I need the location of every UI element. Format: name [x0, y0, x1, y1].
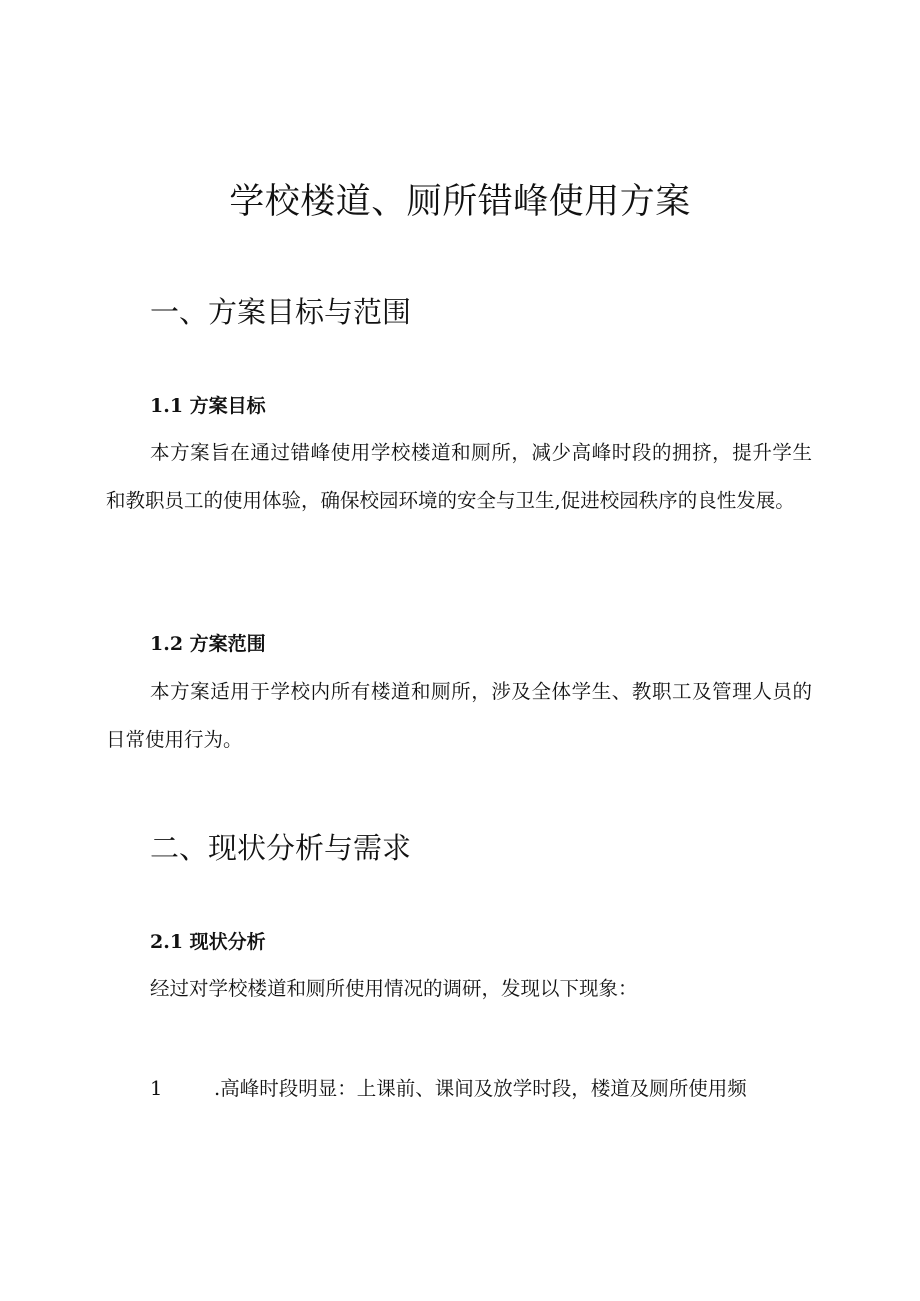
- section-heading-1: 一、方案目标与范围: [150, 295, 412, 329]
- subsection-heading-2-1: 2.1 现状分析: [150, 931, 266, 953]
- section-heading-2: 二、现状分析与需求: [150, 831, 412, 865]
- list-item-text: .高峰时段明显：上课前、课间及放学时段，楼道及厕所使用频: [214, 1077, 747, 1100]
- list-item-number: 1: [150, 1077, 163, 1100]
- paragraph-status: 经过对学校楼道和厕所使用情况的调研，发现以下现象：: [150, 977, 638, 1000]
- document-title: 学校楼道、厕所错峰使用方案: [229, 182, 691, 222]
- paragraph-goal: 本方案旨在通过错峰使用学校楼道和厕所，减少高峰时段的拥挤，提升学生和教职员工的使用体验，确保校园环境的安全与卫生,促进校园秩序的良性发展。: [106, 441, 812, 512]
- subsection-heading-1-2: 1.2 方案范围: [150, 633, 266, 655]
- paragraph-scope: 本方案适用于学校内所有楼道和厕所，涉及全体学生、教职工及管理人员的日常使用行为。: [106, 680, 812, 751]
- list-item: [150, 1069, 820, 1109]
- subsection-heading-1-1: 1.1 方案目标: [150, 395, 266, 417]
